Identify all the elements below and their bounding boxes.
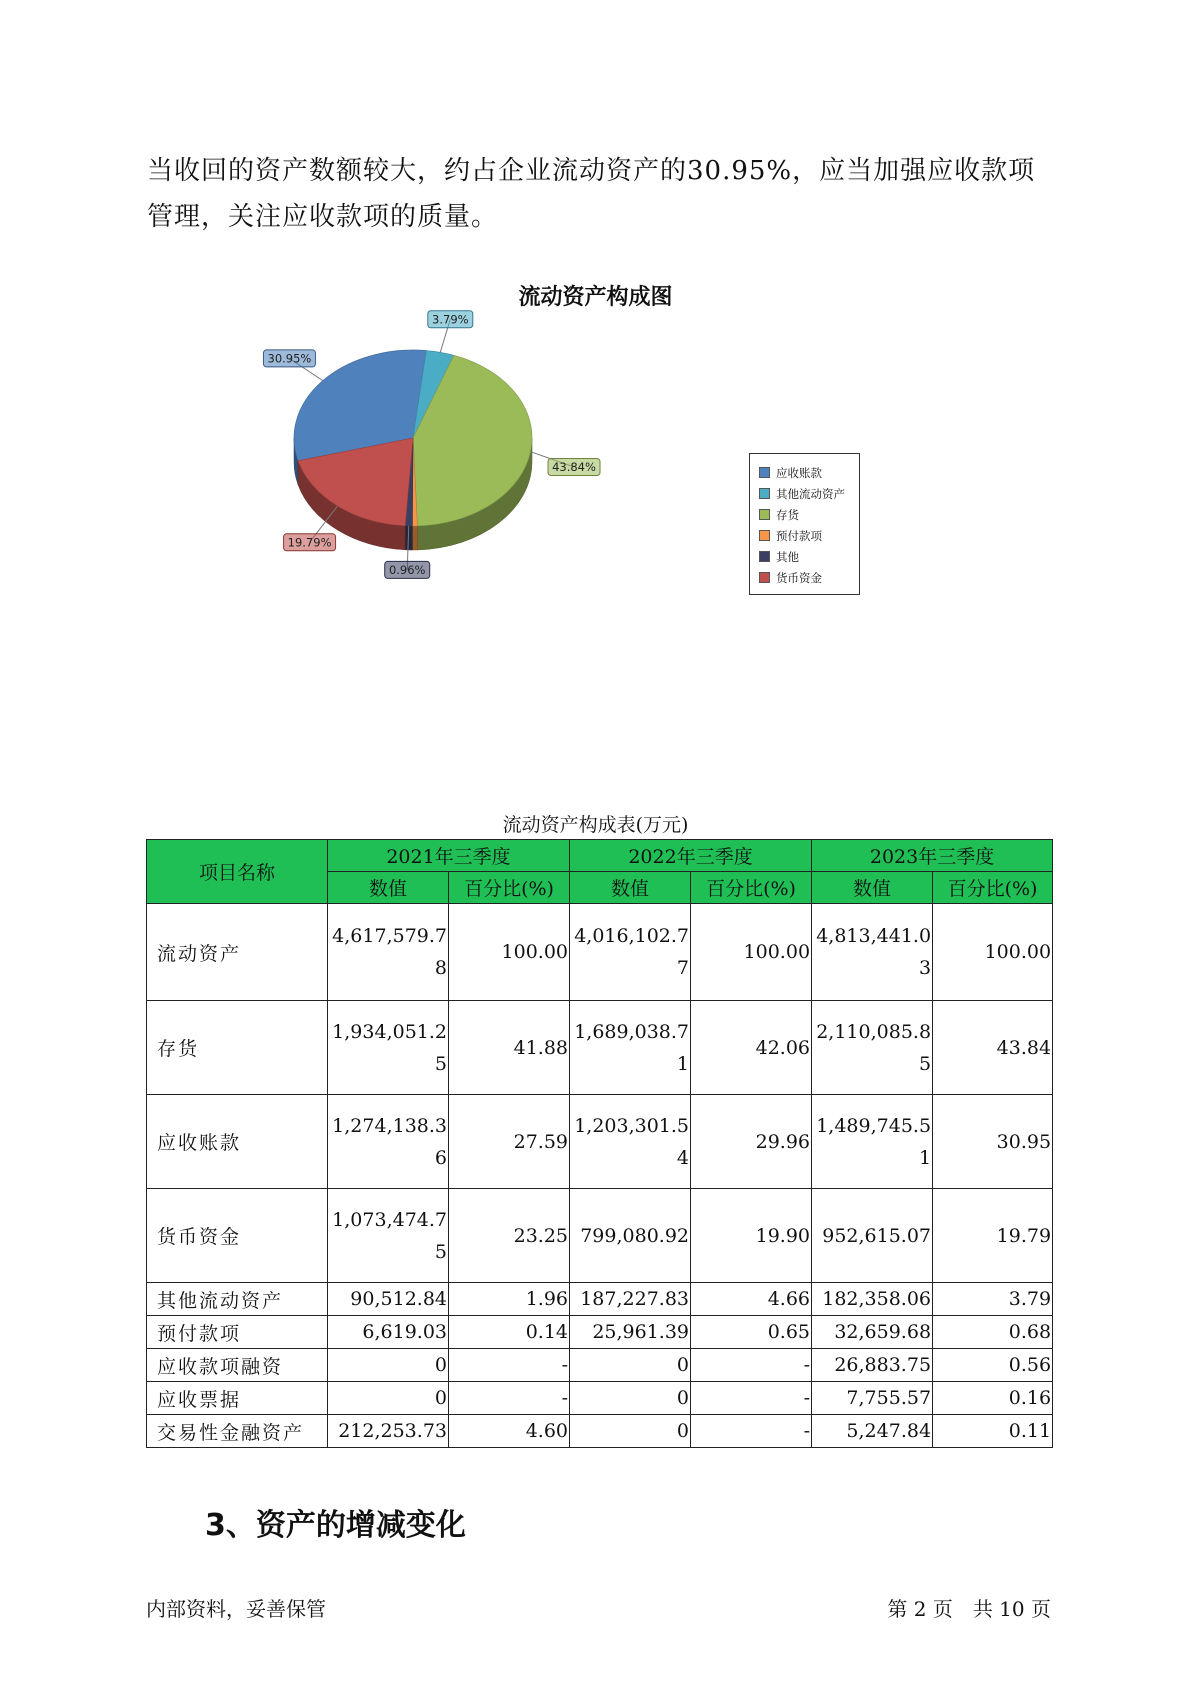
row-value-cell: 0: [570, 1415, 691, 1448]
row-pct-cell: 100.00: [933, 904, 1053, 1001]
pie-data-label: [263, 350, 315, 367]
chart-legend: [749, 453, 860, 595]
table-row: [147, 1189, 1053, 1283]
table-row: [147, 1382, 1053, 1415]
pie-data-label: [385, 561, 430, 578]
row-item-name: 货币资金: [147, 1189, 328, 1283]
legend-label: 预付款项: [776, 528, 822, 543]
row-value-cell: 799,080.92: [570, 1189, 691, 1283]
table-caption: 流动资产构成表(万元): [502, 814, 689, 836]
pie-data-label: [548, 458, 600, 475]
legend-swatch: [759, 467, 770, 478]
pie-data-label: [428, 311, 473, 328]
header-period-2022: 2022年三季度: [570, 840, 812, 872]
row-pct-cell: 0.16: [933, 1382, 1053, 1415]
header-pct: 百分比(%): [449, 872, 570, 904]
legend-swatch: [759, 509, 770, 520]
row-item-name: 预付款项: [147, 1316, 328, 1349]
row-item-name: 应收账款: [147, 1095, 328, 1189]
pie-data-label: [284, 534, 336, 551]
paragraph-line-2: 管理，关注应收款项的质量。: [147, 202, 499, 232]
row-item-name: 流动资产: [147, 904, 328, 1001]
header-pct: 百分比(%): [933, 872, 1053, 904]
row-value-cell: 4,813,441.03: [812, 904, 933, 1001]
row-value-cell: 1,489,745.51: [812, 1095, 933, 1189]
legend-item: [759, 525, 853, 546]
row-value-cell: 7,755.57: [812, 1382, 933, 1415]
row-value-cell: 32,659.68: [812, 1316, 933, 1349]
row-value-cell: 5,247.84: [812, 1415, 933, 1448]
body-paragraph: [147, 148, 1047, 240]
header-value: 数值: [570, 872, 691, 904]
row-pct-cell: 42.06: [691, 1001, 812, 1095]
row-value-cell: 0: [570, 1349, 691, 1382]
row-pct-cell: 19.79: [933, 1189, 1053, 1283]
row-value-cell: 0: [328, 1349, 449, 1382]
footer-note: 内部资料，妥善保管: [146, 1597, 326, 1621]
row-item-name: 应收款项融资: [147, 1349, 328, 1382]
table-row: [147, 1316, 1053, 1349]
section-heading: 3、资产的增减变化: [205, 1508, 466, 1543]
current-assets-table: [146, 839, 1053, 1448]
row-value-cell: 26,883.75: [812, 1349, 933, 1382]
legend-label: 存货: [776, 507, 799, 522]
legend-swatch: [759, 572, 770, 583]
row-value-cell: 952,615.07: [812, 1189, 933, 1283]
legend-label: 其他: [776, 549, 799, 564]
row-pct-cell: 41.88: [449, 1001, 570, 1095]
row-pct-cell: -: [449, 1382, 570, 1415]
header-item-name: 项目名称: [147, 840, 328, 904]
row-value-cell: 0: [570, 1382, 691, 1415]
row-item-name: 交易性金融资产: [147, 1415, 328, 1448]
header-value: 数值: [328, 872, 449, 904]
row-pct-cell: 19.90: [691, 1189, 812, 1283]
row-value-cell: 1,073,474.75: [328, 1189, 449, 1283]
row-value-cell: 4,016,102.77: [570, 904, 691, 1001]
pie-slice-side: [412, 526, 417, 550]
row-pct-cell: 43.84: [933, 1001, 1053, 1095]
row-pct-cell: 30.95: [933, 1095, 1053, 1189]
row-value-cell: 4,617,579.78: [328, 904, 449, 1001]
pie-label-text: 30.95%: [267, 351, 312, 366]
pie-label-text: 19.79%: [287, 535, 332, 550]
legend-label: 其他流动资产: [776, 486, 845, 501]
row-value-cell: 90,512.84: [328, 1283, 449, 1316]
pie-label-text: 43.84%: [552, 459, 596, 474]
row-pct-cell: 4.60: [449, 1415, 570, 1448]
row-pct-cell: 3.79: [933, 1283, 1053, 1316]
row-value-cell: 0: [328, 1382, 449, 1415]
table-row: [147, 1095, 1053, 1189]
row-pct-cell: 0.56: [933, 1349, 1053, 1382]
row-pct-cell: 100.00: [449, 904, 570, 1001]
table-row: [147, 1001, 1053, 1095]
legend-item: [759, 483, 853, 504]
row-pct-cell: -: [691, 1382, 812, 1415]
row-value-cell: 25,961.39: [570, 1316, 691, 1349]
header-value: 数值: [812, 872, 933, 904]
legend-item: [759, 504, 853, 525]
row-value-cell: 2,110,085.85: [812, 1001, 933, 1095]
row-pct-cell: 100.00: [691, 904, 812, 1001]
row-value-cell: 187,227.83: [570, 1283, 691, 1316]
table-row: [147, 1283, 1053, 1316]
row-pct-cell: 0.14: [449, 1316, 570, 1349]
row-item-name: 其他流动资产: [147, 1283, 328, 1316]
row-value-cell: 182,358.06: [812, 1283, 933, 1316]
legend-item: [759, 462, 853, 483]
paragraph-line-1: 当收回的资产数额较大，约占企业流动资产的30.95%，应当加强应收款项: [147, 156, 1036, 186]
row-pct-cell: 27.59: [449, 1095, 570, 1189]
row-value-cell: 1,274,138.36: [328, 1095, 449, 1189]
row-pct-cell: -: [449, 1349, 570, 1382]
table-row: [147, 1415, 1053, 1448]
row-pct-cell: 1.96: [449, 1283, 570, 1316]
legend-swatch: [759, 551, 770, 562]
legend-label: 货币资金: [776, 570, 822, 585]
legend-item: [759, 567, 853, 588]
row-value-cell: 1,203,301.54: [570, 1095, 691, 1189]
pie-label-text: 0.96%: [388, 562, 426, 577]
row-pct-cell: 0.11: [933, 1415, 1053, 1448]
row-value-cell: 1,689,038.71: [570, 1001, 691, 1095]
row-value-cell: 1,934,051.25: [328, 1001, 449, 1095]
row-pct-cell: 0.65: [691, 1316, 812, 1349]
legend-label: 应收账款: [776, 465, 822, 480]
row-item-name: 应收票据: [147, 1382, 328, 1415]
chart-title: 流动资产构成图: [518, 285, 673, 310]
header-period-2023: 2023年三季度: [812, 840, 1053, 872]
row-pct-cell: 29.96: [691, 1095, 812, 1189]
header-pct: 百分比(%): [691, 872, 812, 904]
pie-label-text: 3.79%: [432, 312, 469, 327]
table-row: [147, 1349, 1053, 1382]
pie-chart: [230, 312, 630, 600]
row-pct-cell: 0.68: [933, 1316, 1053, 1349]
legend-swatch: [759, 488, 770, 499]
legend-swatch: [759, 530, 770, 541]
row-value-cell: 212,253.73: [328, 1415, 449, 1448]
header-period-2021: 2021年三季度: [328, 840, 570, 872]
footer-page-number: 第 2 页 共 10 页: [887, 1597, 1051, 1621]
row-pct-cell: 23.25: [449, 1189, 570, 1283]
row-value-cell: 6,619.03: [328, 1316, 449, 1349]
row-pct-cell: 4.66: [691, 1283, 812, 1316]
row-item-name: 存货: [147, 1001, 328, 1095]
legend-item: [759, 546, 853, 567]
row-pct-cell: -: [691, 1349, 812, 1382]
row-pct-cell: -: [691, 1415, 812, 1448]
table-row: [147, 904, 1053, 1001]
